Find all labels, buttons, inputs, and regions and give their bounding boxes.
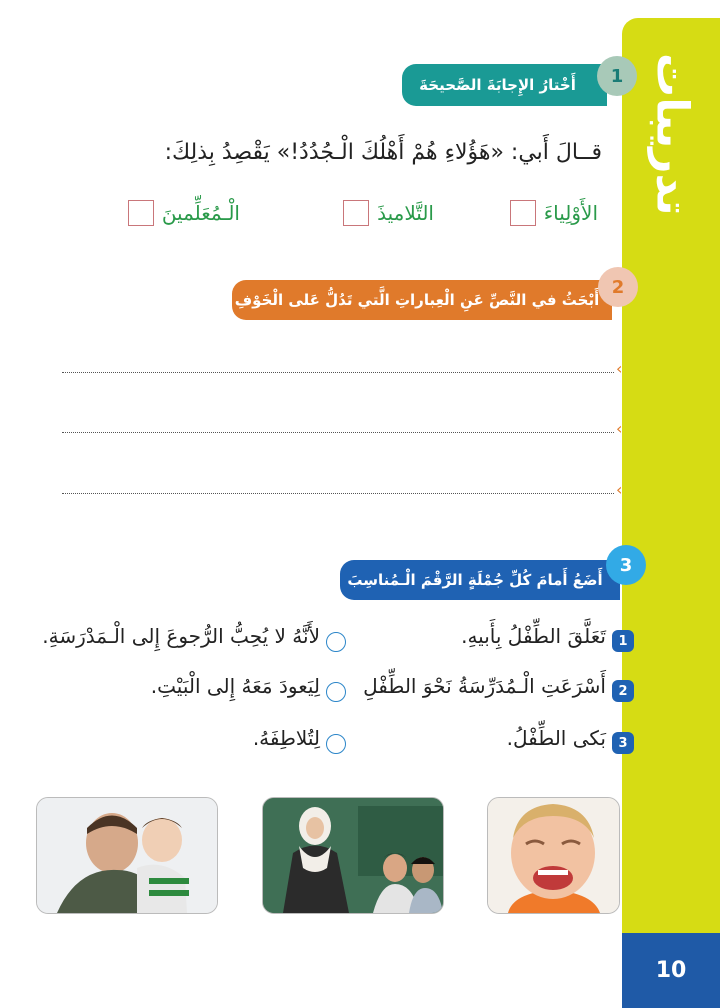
photo-crying-child <box>487 797 620 914</box>
side-title: تدريبات <box>646 52 698 216</box>
reason-text: لِيَعودَ مَعَهُ إِلى الْبَيْتِ. <box>150 674 320 698</box>
reason-text: لأَنَّهُ لا يُحِبُّ الرُّجوعَ إِلى الْـمَدْرَسَةِ. <box>42 624 320 648</box>
sentence-number: 2 <box>612 680 634 702</box>
photo-child-hugging-father <box>36 797 218 914</box>
choice-label: التَّلاميذَ <box>377 201 434 225</box>
answer-line[interactable] <box>62 432 614 433</box>
answer-line[interactable] <box>62 493 614 494</box>
exercise-1-number: 1 <box>597 56 637 96</box>
bullet-icon: ‹ <box>616 359 623 378</box>
answer-oval[interactable] <box>326 682 346 702</box>
answer-oval[interactable] <box>326 734 346 754</box>
reason-text: لِتُلاطِفَهُ. <box>252 726 320 750</box>
bullet-icon: ‹ <box>616 480 623 499</box>
exercise-3-number: 3 <box>606 545 646 585</box>
choice-talamidh <box>343 200 434 226</box>
exercise-2-number: 2 <box>598 267 638 307</box>
sentence-text: أَسْرَعَتِ الْـمُدَرِّسَةُ نَحْوَ الطِّفْلِ <box>363 674 606 698</box>
sentence-number: 3 <box>612 732 634 754</box>
exercise-1-header: أَخْتارُ الإِجابَةَ الصَّحيحَةَ <box>402 64 607 106</box>
photo-teacher-classroom <box>262 797 444 914</box>
answer-oval[interactable] <box>326 632 346 652</box>
choice-checkbox[interactable] <box>343 200 369 226</box>
page-number: 10 <box>655 958 687 983</box>
bullet-icon: ‹ <box>616 419 623 438</box>
sentence-number: 1 <box>612 630 634 652</box>
choice-label: الْـمُعَلِّمينَ <box>161 201 240 225</box>
exercise-2-header: أَبْحَثُ في النَّصِّ عَنِ الْعِباراتِ الَّتي تَدُلُّ عَلى الْخَوْفِ <box>232 280 612 320</box>
exercise-3-header: أَضَعُ أَمامَ كُلِّ جُمْلَةٍ الرَّقْمَ الْـمُناسِبَ <box>340 560 620 600</box>
answer-line[interactable] <box>62 372 614 373</box>
choice-muallimin <box>128 200 240 226</box>
choice-checkbox[interactable] <box>510 200 536 226</box>
sentence-text: تَعَلَّقَ الطِّفْلُ بِأَبيهِ. <box>461 624 606 648</box>
choice-awliya <box>510 200 598 226</box>
choice-label: الأَوْلِياءَ <box>543 201 598 225</box>
sentence-text: بَكى الطِّفْلُ. <box>506 726 606 750</box>
choice-checkbox[interactable] <box>128 200 154 226</box>
exercise-1-question: قــالَ أَبي: «هَؤُلاءِ هُمْ أَهْلُكَ الْـجُدُدُ!» يَقْصِدُ بِذلِكَ: <box>164 140 602 165</box>
